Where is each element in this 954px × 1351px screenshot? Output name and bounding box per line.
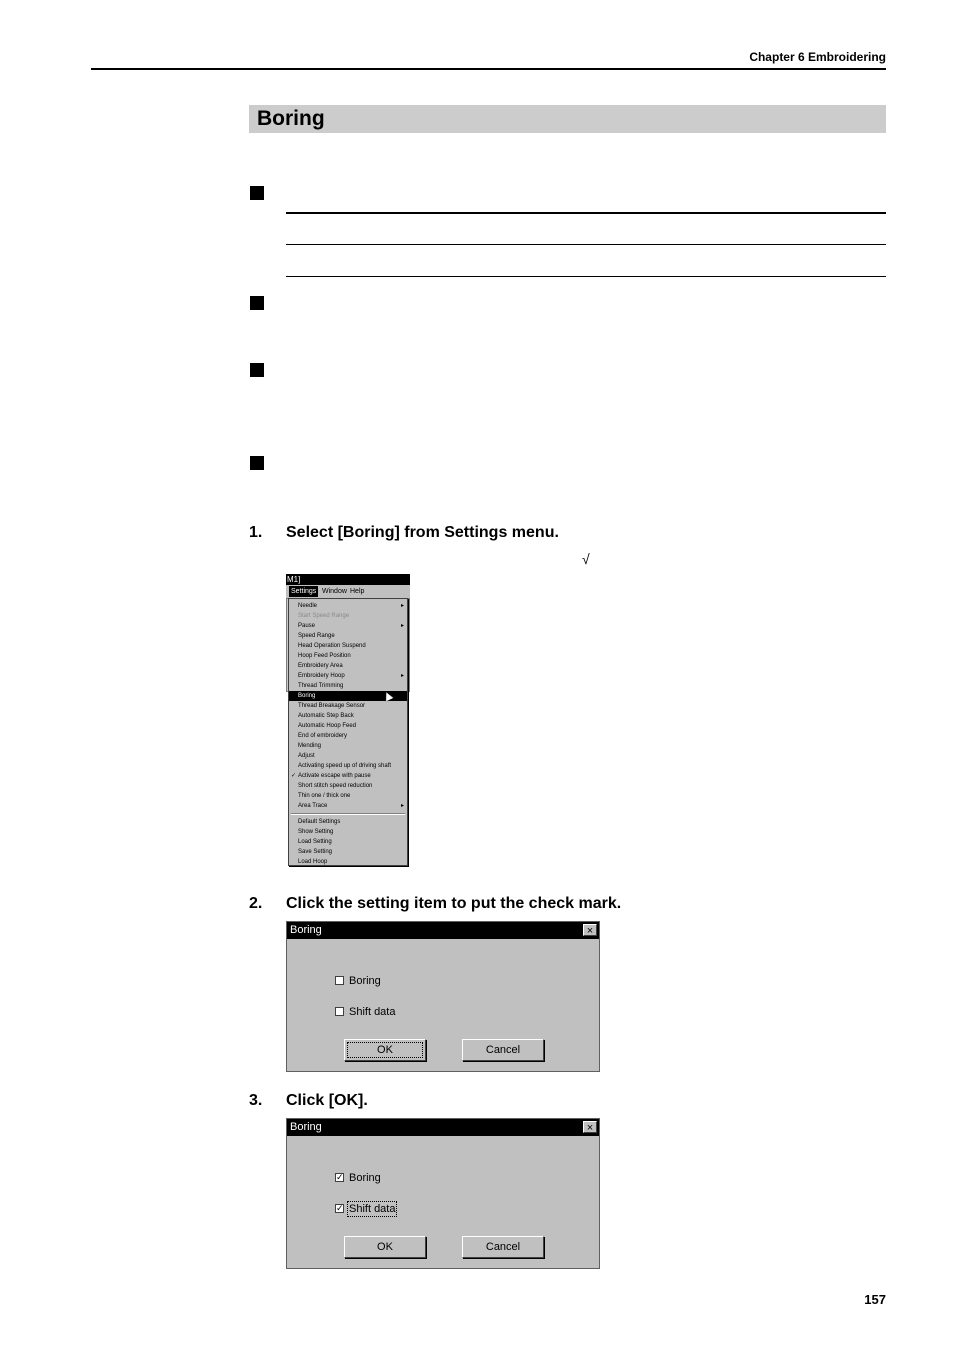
submenu-arrow-icon: ▸ [400, 603, 404, 609]
menu-item-embroidery-area[interactable] [289, 661, 407, 671]
menu-item-mending[interactable] [289, 741, 407, 751]
step-2 [0, 895, 954, 915]
cancel-button[interactable]: Cancel [462, 1236, 544, 1258]
checkbox-label: Shift data [349, 1203, 396, 1215]
menu-separator [291, 813, 405, 815]
header-rule [91, 68, 886, 70]
checkbox-label: Boring [349, 1172, 381, 1184]
menu-item-start-speed-range [289, 611, 407, 621]
menu-item-label: Default Settings [298, 819, 341, 825]
table-rule-middle [286, 244, 886, 245]
menu-item-activate-escape[interactable] [289, 771, 407, 781]
step-text: Select [Boring] from Settings menu. [286, 524, 559, 541]
step-text: Click [OK]. [286, 1092, 368, 1109]
menu-item-thread-breakage-sensor[interactable] [289, 701, 407, 711]
menu-item-label: End of embroidery [298, 733, 348, 739]
check-icon: ✓ [291, 773, 297, 779]
menu-help[interactable]: Help [350, 588, 365, 595]
menu-item-short-stitch-speed-reduction[interactable] [289, 781, 407, 791]
menu-item-label: Embroidery Area [298, 663, 343, 669]
menu-item-label: Thin one / thick one [298, 793, 351, 799]
step-number: 3. [249, 1092, 263, 1109]
menu-item-label: Thread Trimming [298, 683, 344, 689]
menu-item-label: Load Hoop [298, 859, 328, 865]
step-1 [0, 524, 954, 544]
checkbox-label: Shift data [349, 1006, 396, 1018]
checkbox-box[interactable] [335, 1007, 344, 1016]
menu-item-load-hoop[interactable] [289, 857, 407, 867]
menu-item-label: Activating speed up of driving shaft [298, 763, 392, 769]
page-number: 157 [864, 1292, 886, 1307]
submenu-arrow-icon: ▸ [400, 623, 404, 629]
checkbox-label: Boring [349, 975, 381, 987]
menu-item-hoop-feed-position[interactable] [289, 651, 407, 661]
bullet-square [250, 296, 264, 310]
ok-button[interactable]: OK [344, 1236, 426, 1258]
menu-item-automatic-hoop-feed[interactable] [289, 721, 407, 731]
menu-item-speed-range[interactable] [289, 631, 407, 641]
step-number: 2. [249, 895, 263, 912]
dialog-titlebar [287, 1119, 599, 1136]
menu-item-label: Speed Range [298, 633, 335, 639]
menu-item-load-setting[interactable] [289, 837, 407, 847]
cancel-button[interactable]: Cancel [462, 1039, 544, 1061]
table-rule-bottom [286, 276, 886, 277]
menu-item-label: Automatic Step Back [298, 713, 354, 719]
bullet-square [250, 186, 264, 200]
bullet-square [250, 363, 264, 377]
step-text: Click the setting item to put the check mark. [286, 895, 622, 912]
step-number: 1. [249, 524, 263, 541]
step-3 [0, 1092, 954, 1112]
menu-settings[interactable]: Settings [291, 588, 317, 595]
boring-dialog-unchecked [286, 921, 600, 1072]
dialog-titlebar [287, 922, 599, 939]
menu-item-label: Pause [298, 623, 316, 629]
menu-item-thread-trimming[interactable] [289, 681, 407, 691]
submenu-arrow-icon: ▸ [400, 803, 404, 809]
menu-item-default-settings[interactable] [289, 817, 407, 827]
menu-item-label: Show Setting [298, 829, 334, 835]
bullet-square [250, 456, 264, 470]
menu-item-label: Save Setting [298, 849, 333, 855]
section-title-bar [249, 105, 886, 133]
menu-item-label: Needle [298, 603, 318, 609]
menu-item-thin-thick[interactable] [289, 791, 407, 801]
menu-item-label: Automatic Hoop Feed [298, 723, 357, 729]
menu-window[interactable]: Window [322, 588, 347, 595]
submenu-arrow-icon: ▸ [400, 673, 404, 679]
menu-item-label: Activate escape with pause [298, 773, 371, 779]
checkbox-box[interactable]: ✓ [336, 1172, 344, 1182]
menu-item-label: Mending [298, 743, 322, 749]
menu-item-label: Boring [298, 693, 316, 699]
close-icon[interactable]: × [583, 1121, 597, 1133]
menu-item-label: Adjust [298, 753, 315, 759]
menu-item-label: Thread Breakage Sensor [298, 703, 366, 709]
section-title: Boring [257, 107, 325, 130]
dialog-title: Boring [290, 1121, 322, 1133]
close-icon[interactable]: × [583, 924, 597, 936]
menu-item-needle[interactable] [289, 601, 407, 611]
menu-item-label: Start Speed Range [298, 613, 350, 619]
ok-button[interactable]: OK [344, 1039, 426, 1061]
dialog-title: Boring [290, 924, 322, 936]
menu-item-pause[interactable] [289, 621, 407, 631]
menu-item-label: Area Trace [298, 803, 328, 809]
settings-menu-screenshot [286, 574, 410, 866]
menu-item-label: Hoop Feed Position [298, 653, 351, 659]
check-glyph: √ [582, 551, 590, 567]
menu-item-show-setting[interactable] [289, 827, 407, 837]
menu-bar [286, 585, 410, 598]
menu-item-label: Short stitch speed reduction [298, 783, 373, 789]
menu-item-label: Embroidery Hoop [298, 673, 345, 679]
menu-item-label: Load Setting [298, 839, 332, 845]
chapter-header: Chapter 6 Embroidering [749, 50, 886, 64]
window-titlebar: M1] [286, 574, 410, 585]
menu-item-area-trace[interactable] [289, 801, 407, 811]
menu-item-adjust[interactable] [289, 751, 407, 761]
settings-dropdown [288, 598, 408, 866]
boring-dialog-checked [286, 1118, 600, 1269]
menu-item-label: Head Operation Suspend [298, 643, 366, 649]
checkbox-box[interactable]: ✓ [336, 1203, 344, 1213]
menu-item-end-of-embroidery[interactable] [289, 731, 407, 741]
menu-item-activating-speed-up[interactable] [289, 761, 407, 771]
table-rule-top [286, 212, 886, 214]
menu-item-head-operation-suspend[interactable] [289, 641, 407, 651]
menu-item-automatic-step-back[interactable] [289, 711, 407, 721]
menu-item-save-setting[interactable] [289, 847, 407, 857]
menu-item-embroidery-hoop[interactable] [289, 671, 407, 681]
checkbox-box[interactable] [335, 976, 344, 985]
